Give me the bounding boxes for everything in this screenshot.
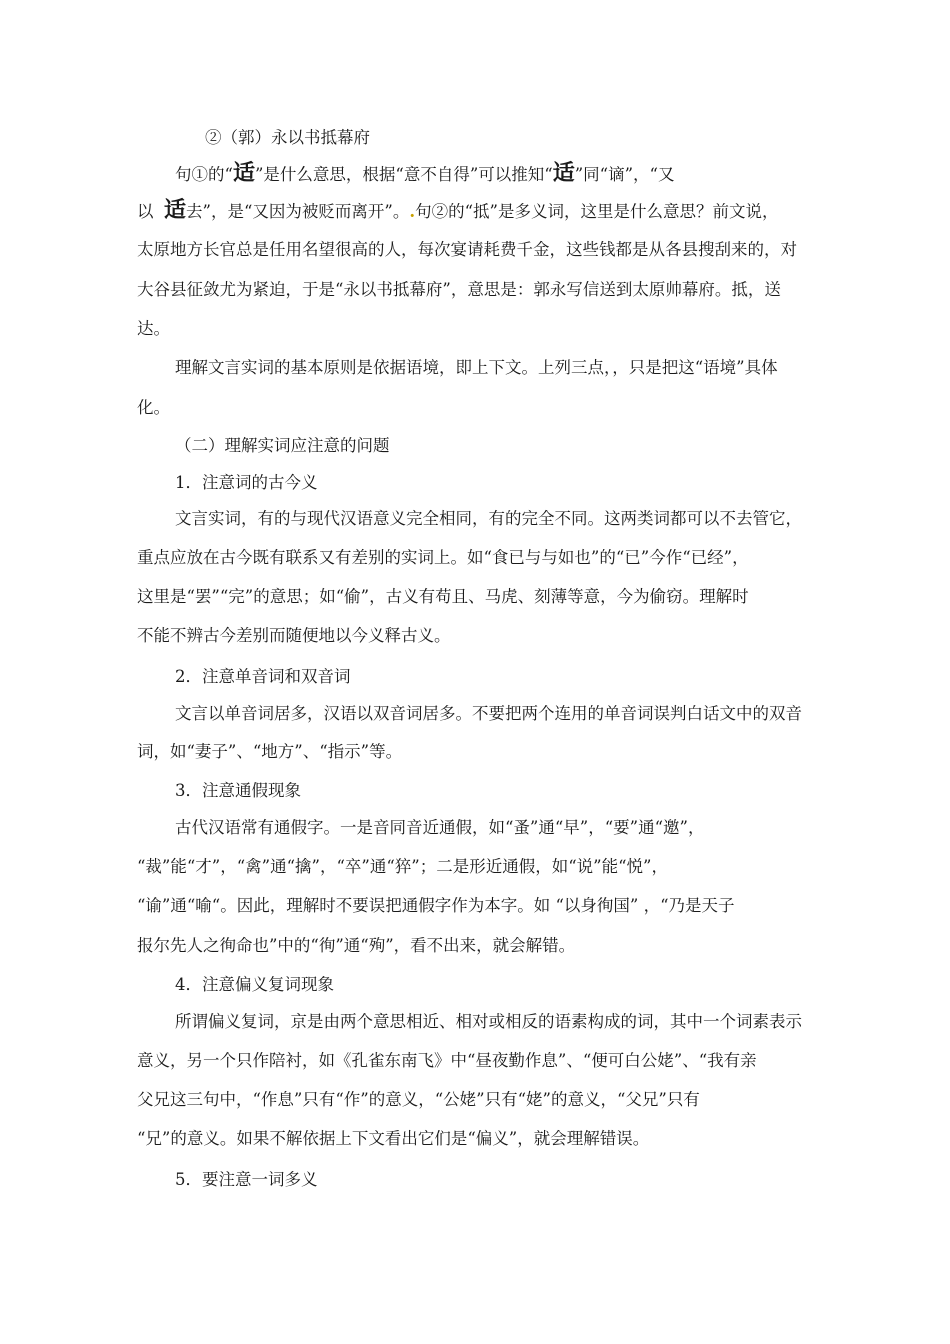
- paragraph-line: 文言以单音词居多，汉语以双音词居多。不要把两个连用的单音词误判白话文中的双音: [175, 704, 802, 723]
- example-sentence-2: ②（郭）永以书抵幕府: [205, 128, 370, 147]
- stray-mark: .: [409, 202, 416, 221]
- paragraph-line: 文言实词，有的与现代汉语意义完全相同，有的完全不同。这两类词都可以不去管它，: [175, 509, 802, 528]
- subheading: 5．要注意一词多义: [175, 1170, 318, 1189]
- subheading: 4．注意偏义复词现象: [175, 975, 334, 994]
- subheading: 1．注意词的古今义: [175, 473, 318, 492]
- paragraph-line: 太原地方长官总是任用名望很高的人，每次宴请耗费千金，这些钱都是从各县搜刮来的，对: [137, 240, 797, 259]
- paragraph-line: [137, 197, 779, 223]
- paragraph-line: 大谷县征敛尤为紧迫，于是“永以书抵幕府”，意思是：郭永写信送到太原帅幕府。抵，送: [137, 280, 781, 299]
- paragraph-line: 父兄这三句中，“作息”只有“作”的意义，“公姥”只有“姥”的意义，“父兄”只有: [137, 1090, 700, 1109]
- paragraph-line: “裁”能“才”，“禽”通“擒”，“卒”通“猝”；二是形近通假，如“说”能“悦”，: [137, 857, 668, 876]
- paragraph-line: 报尔先人之徇命也”中的“徇”通“殉”，看不出来，就会解错。: [137, 936, 576, 955]
- paragraph-line: 意义，另一个只作陪衬，如《孔雀东南飞》中“昼夜勤作息”、“便可白公姥”、“我有亲: [137, 1051, 757, 1070]
- text-span: 句②的“抵”是多义词，这里是什么意思？前文说，: [415, 202, 779, 221]
- emphasized-char: 适: [164, 197, 187, 223]
- subheading: 3．注意通假现象: [175, 781, 301, 800]
- text-span: ”同“谪”，“又: [574, 165, 675, 184]
- text-span: 句①的“: [175, 165, 233, 184]
- emphasized-char: 适: [552, 160, 575, 186]
- paragraph-line: 不能不辨古今差别而随便地以今义释古义。: [137, 626, 451, 645]
- paragraph-line: 化。: [137, 398, 170, 417]
- text-span: 以: [137, 202, 154, 221]
- paragraph-line: 这里是“罢”“完”的意思；如“偷”，古义有苟且、马虎、刻薄等意，今为偷窃。理解时: [137, 587, 749, 606]
- paragraph-line: [175, 160, 675, 186]
- paragraph-line: 古代汉语常有通假字。一是音同音近通假，如“蚤”通“早”，“要”通“邀”，: [175, 818, 705, 837]
- text-span: 去”，是“又因为被贬而离开”。: [186, 202, 410, 221]
- paragraph-line: 理解文言实词的基本原则是依据语境，即上下文。上列三点，，只是把这“语境”具体: [175, 358, 778, 377]
- subheading: 2．注意单音词和双音词: [175, 667, 351, 686]
- paragraph-line: “兄”的意义。如果不解依据上下文看出它们是“偏义”，就会理解错误。: [137, 1129, 650, 1148]
- text-span: ”是什么意思，根据“意不自得”可以推知“: [254, 165, 553, 184]
- paragraph-line: 重点应放在古今既有联系又有差别的实词上。如“食已与与如也”的“已”今作“已经”，: [137, 548, 749, 567]
- paragraph-line: 词，如“妻子”、“地方”、“指示”等。: [137, 742, 403, 761]
- section-heading: （二）理解实词应注意的问题: [175, 436, 390, 455]
- paragraph-line: 达。: [137, 319, 170, 338]
- emphasized-char: 适: [232, 160, 255, 186]
- paragraph-line: 所谓偏义复词，京是由两个意思相近、相对或相反的语素构成的词，其中一个词素表示: [175, 1012, 802, 1031]
- paragraph-line: “谕”通“喻“。因此，理解时不要误把通假字作为本字。如 “以身徇国” ，“乃是天子: [137, 896, 735, 915]
